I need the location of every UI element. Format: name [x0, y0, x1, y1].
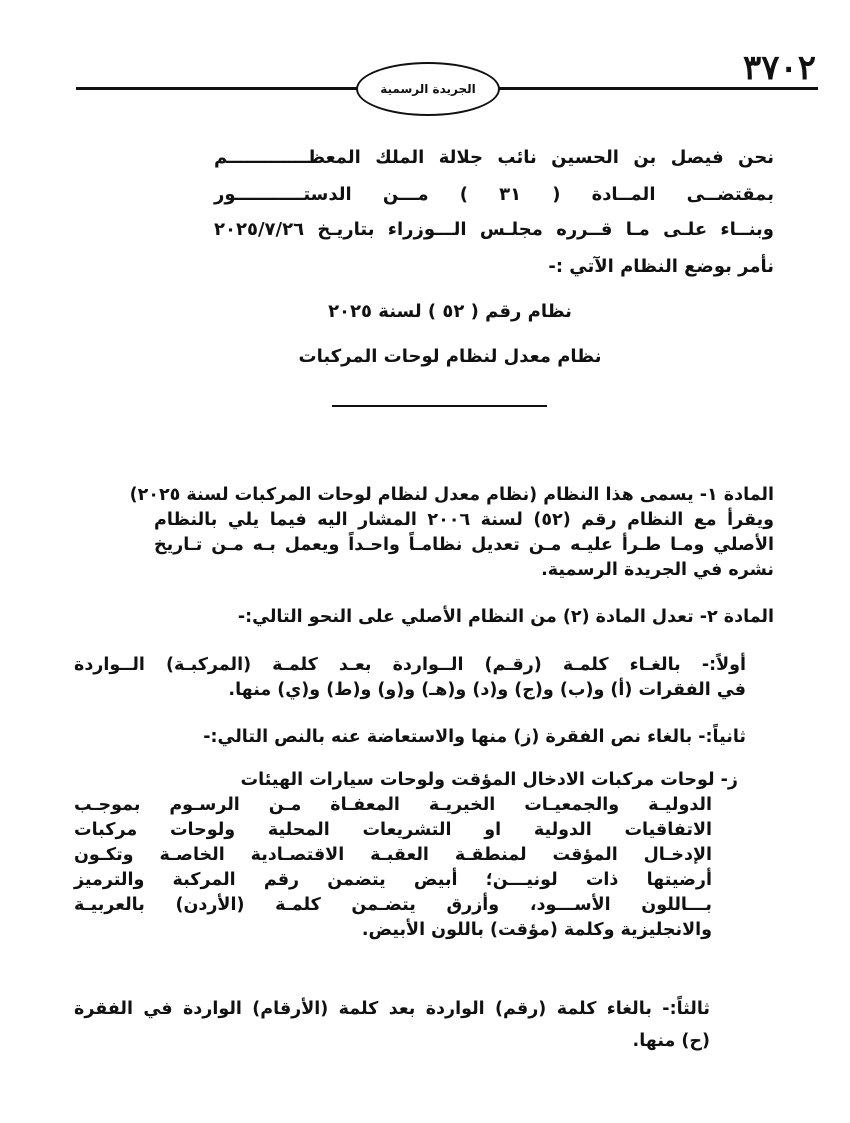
article-2 [74, 605, 774, 630]
clause-first-line: في الفقرات (أ) و(ب) و(ج) و(د) و(هـ) و(و) و(ط) و(ي) منها. [228, 680, 746, 700]
gazette-oval-stamp [356, 62, 500, 116]
article-1-line: الأصلي ومـا طـرأ عليـه مـن تعديل نظامـاً واحـداً ويعمل بـه مـن تـاريخ [154, 535, 774, 555]
clause-third [74, 997, 710, 1022]
paragraph-z [74, 768, 738, 793]
clause-first-line: أولاً:- بالغـاء كلمـة (رقـم) الــواردة بعـد كلمـة (المركبـة) الــواردة [74, 655, 746, 675]
paragraph-z-line: الاتفاقيات الدولية او التشريعات المحلية ولوحات مركبات [74, 820, 712, 840]
article-1 [74, 483, 774, 508]
paragraph-z-line: الدوليـة والجمعيـات الخيريـة المعفـاة مـن الرسـوم بموجـب [74, 795, 712, 815]
regulation-number-title: نظام رقم ( ٥٢ ) لسنة ٢٠٢٥ [328, 301, 572, 322]
page-number: ٣٧٠٢ [742, 48, 816, 88]
gazette-name: الجريدة الرسمية [380, 82, 476, 96]
paragraph-z-line: الإدخـال المؤقت لمنطقـة العقبـة الاقتصـادية الخاصـة وتكـون [74, 845, 712, 865]
paragraph-z-line: بـــاللون الأســـود، وأزرق يتضـمن كلمـة (الأردن) بالعربيـة [74, 895, 712, 915]
preamble-line-4: نأمر بوضع النظام الآتي :- [548, 256, 774, 277]
paragraph-z-line: ز- لوحات مركبات الادخال المؤقت ولوحات سيارات الهيئات [240, 770, 738, 790]
article-1-line: المادة ١- يسمى هذا النظام (نظام معدل لنظام لوحات المركبات لسنة ٢٠٢٥) [129, 485, 774, 505]
clause-third-line: (ح) منها. [632, 1031, 710, 1051]
article-2-line: المادة ٢- تعدل المادة (٢) من النظام الأصلي على النحو التالي:- [237, 607, 774, 627]
paragraph-z-continuation [74, 793, 712, 943]
regulation-name-title: نظام معدل لنظام لوحات المركبات [298, 346, 602, 367]
clause-first [74, 653, 746, 703]
paragraph-z-line: والانجليزية وكلمة (مؤقت) باللون الأبيض. [361, 920, 712, 940]
clause-third-continuation [74, 1029, 710, 1054]
title-underline [332, 405, 547, 407]
preamble-line-1: نحن فيصل بن الحسين نائب جلالة الملك المعظـــــــــــــم [214, 147, 774, 168]
article-1-continuation [154, 508, 774, 583]
article-1-line: ويقرأ مع النظام رقم (٥٢) لسنة ٢٠٠٦ المشار اليه فيما يلي بالنظام [154, 510, 775, 530]
paragraph-z-line: أرضيتها ذات لونيـــن؛ أبيض يتضمن رقم المركبة والترميز [74, 870, 712, 890]
preamble-line-2: بمقتضــى المــادة ( ٣١ ) مـــن الدستـــــــــــور [214, 184, 774, 205]
clause-second [74, 725, 746, 750]
clause-second-line: ثانياً:- بالغاء نص الفقرة (ز) منها والاستعاضة عنه بالنص التالي:- [203, 727, 746, 747]
article-1-line: نشره في الجريدة الرسمية. [541, 560, 774, 580]
clause-third-line: ثالثاً:- بالغاء كلمة (رقم) الواردة بعد كلمة (الأرقام) الواردة في الفقرة [74, 999, 710, 1019]
preamble-line-3: وبنــاء علـى مـا قــرره مجلـس الـــوزراء بتاريـخ ٢٠٢٥/٧/٢٦ [214, 219, 774, 240]
